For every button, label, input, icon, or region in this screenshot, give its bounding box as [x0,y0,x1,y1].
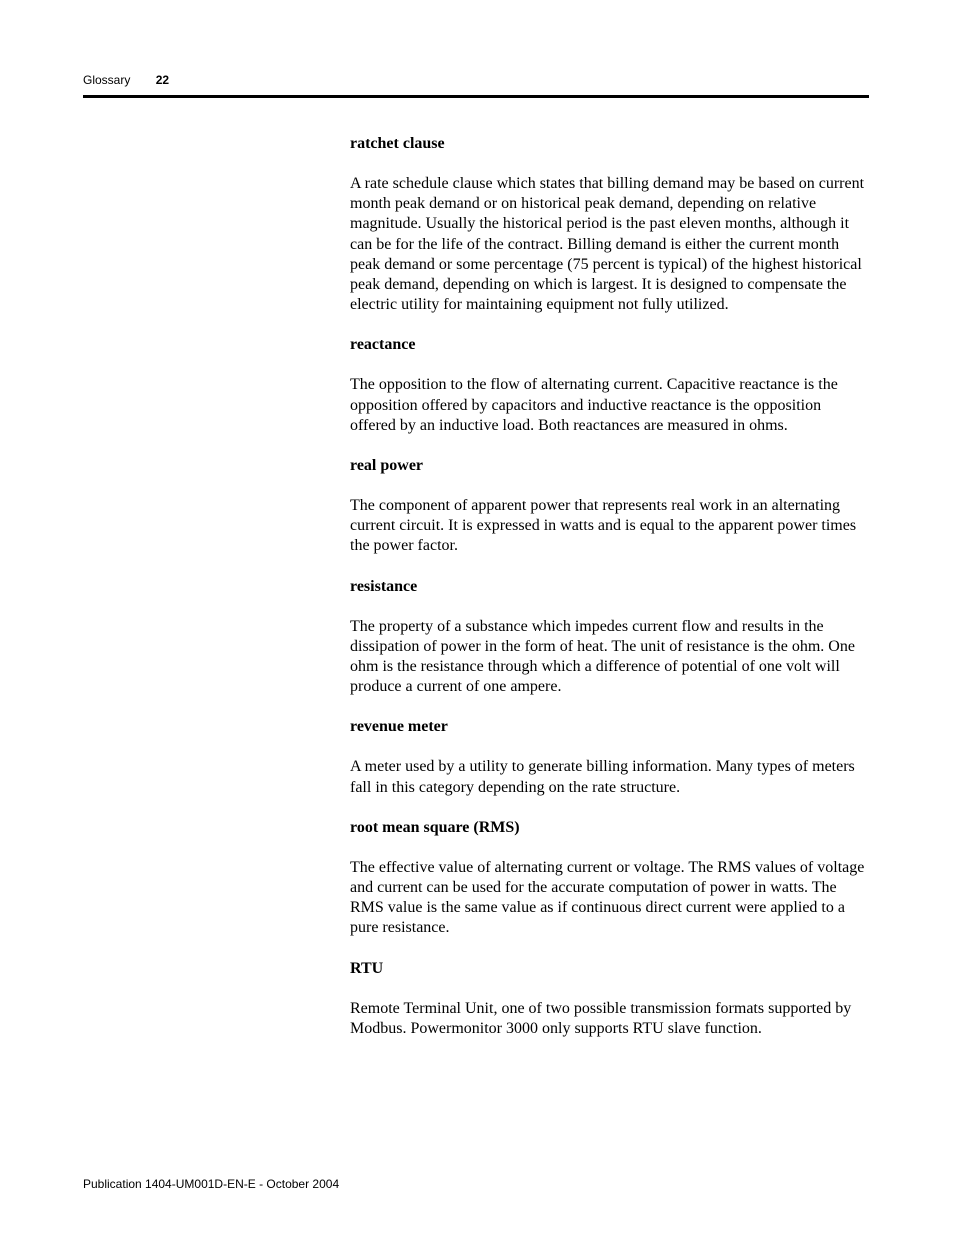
glossary-definition: A meter used by a utility to generate billing information. Many types of meters fall in this category depending on the rate structure. [350,758,855,796]
glossary-term: ratchet clause [350,135,445,152]
glossary-term: RTU [350,959,384,977]
glossary-term: resistance [350,577,418,595]
header-divider [83,95,869,98]
glossary-term: revenue meter [350,718,448,736]
glossary-entry [350,577,870,698]
glossary-entry [350,717,870,797]
glossary-entry [350,335,870,436]
header-page-number: 22 [155,73,170,87]
glossary-definition: The property of a substance which impedes current flow and results in the dissipation of power in the form of heat. The unit of resistance is the ohm. One ohm is the resistance through which a difference of potential of one volt will produce a current of one ampere. [350,617,855,696]
header-section-title: Glossary [83,73,131,87]
glossary-entry [350,818,870,939]
page-footer: Publication 1404-UM001D-EN-E - October 2004 [83,1177,340,1191]
glossary-definition: The effective value of alternating current or voltage. The RMS values of voltage and current can be used for the accurate computation of power in watts. The RMS value is the same value as if continuous direct current were applied to a pure resistance. [350,858,865,937]
glossary-definition: Remote Terminal Unit, one of two possible transmission formats supported by Modbus. Powermonitor 3000 only supports RTU slave function. [350,999,852,1037]
glossary-term: root mean square (RMS) [350,818,520,836]
glossary-definition: A rate schedule clause which states that billing demand may be based on current month peak demand or on historical peak demand, depending on relative magnitude. Usually the historical period is the past eleven months, although it can be for the life of the contract. Billing demand is either the current month peak demand or some percentage (75 percent is typical) of the highest historical peak demand, depending on which is largest. It is designed to compensate the electric utility for maintaining equipment not fully utilized. [350,175,865,314]
glossary-entry [350,134,870,315]
glossary-term: real power [350,457,424,475]
glossary-content [350,134,870,1059]
glossary-definition: The opposition to the flow of alternating current. Capacitive reactance is the opposition offered by capacitors and inductive reactance is the opposition offered by an inductive load. Both reactances are measured in ohms. [350,376,838,434]
page-header [83,73,169,87]
glossary-entry [350,456,870,557]
glossary-definition: The component of apparent power that represents real work in an alternating current circuit. It is expressed in watts and is equal to the apparent power times the power factor. [350,497,857,555]
glossary-entry [350,959,870,1039]
glossary-term: reactance [350,336,416,354]
